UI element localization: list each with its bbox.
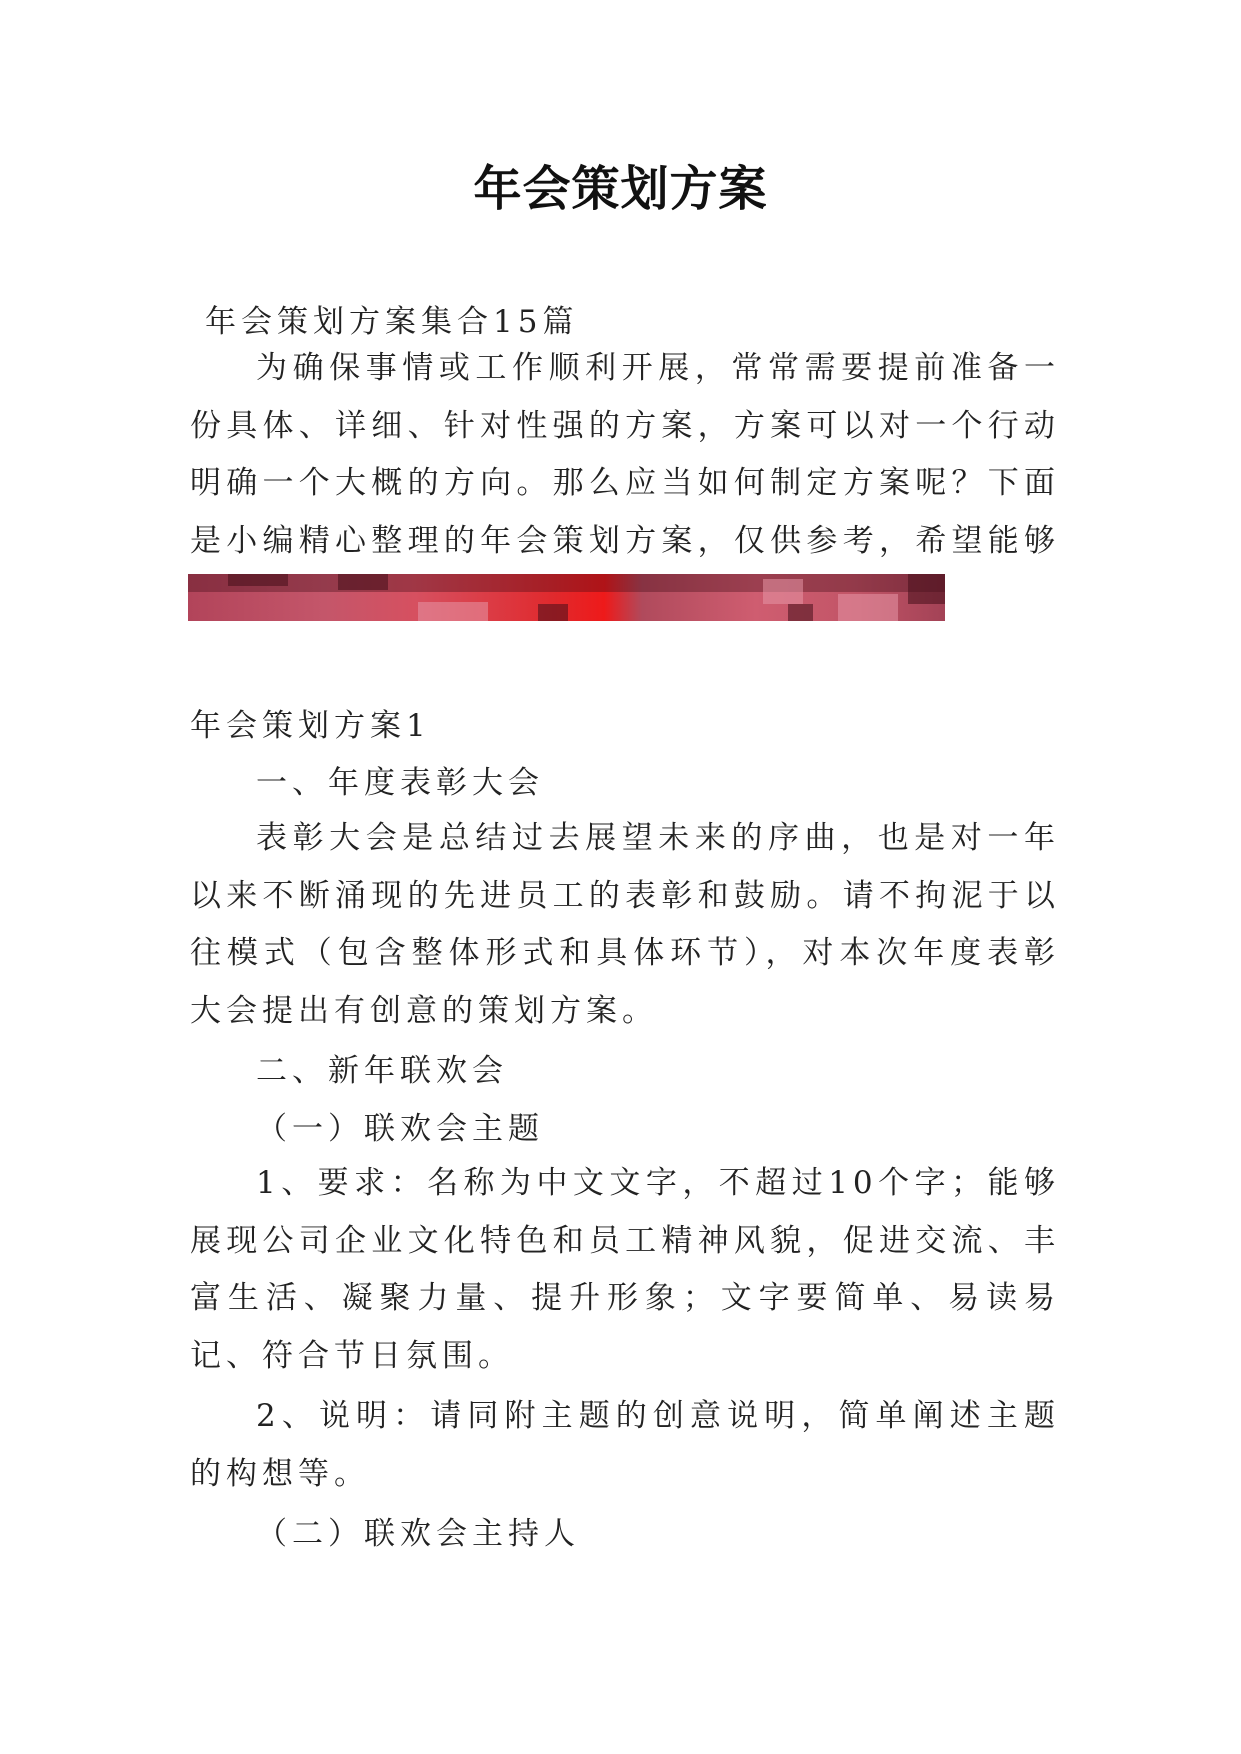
sub2-heading: （二）联欢会主持人 <box>256 1516 580 1552</box>
intro-paragraph: 为确保事情或工作顺利开展，常常需要提前准备一份具体、详细、针对性强的方案，方案可以对一个行动明确一个大概的方向。那么应当如何制定方案呢？下面是小编精心整理的年会策划方案，仅供参考，希望能够 <box>190 350 1060 559</box>
item1-paragraph: 1、要求：名称为中文文字，不超过10个字；能够展现公司企业文化特色和员工精神风貌，促进交流、丰富生活、凝聚力量、提升形象；文字要简单、易读易记、符合节日氛围。 <box>190 1165 1060 1374</box>
part2-heading: 二、新年联欢会 <box>256 1053 508 1089</box>
sub1-heading: （一）联欢会主题 <box>256 1111 544 1147</box>
item2-paragraph: 2、说明：请同附主题的创意说明，简单阐述主题的构想等。 <box>190 1398 1060 1492</box>
document-title: 年会策划方案 <box>473 161 768 217</box>
banner-image <box>188 574 945 621</box>
document-subtitle: 年会策划方案集合15篇 <box>205 304 579 340</box>
part1-paragraph: 表彰大会是总结过去展望未来的序曲，也是对一年以来不断涌现的先进员工的表彰和鼓励。请不拘泥于以往模式（包含整体形式和具体环节），对本次年度表彰大会提出有创意的策划方案。 <box>190 820 1060 1029</box>
section-heading: 年会策划方案1 <box>190 708 431 744</box>
part1-heading: 一、年度表彰大会 <box>256 765 544 801</box>
